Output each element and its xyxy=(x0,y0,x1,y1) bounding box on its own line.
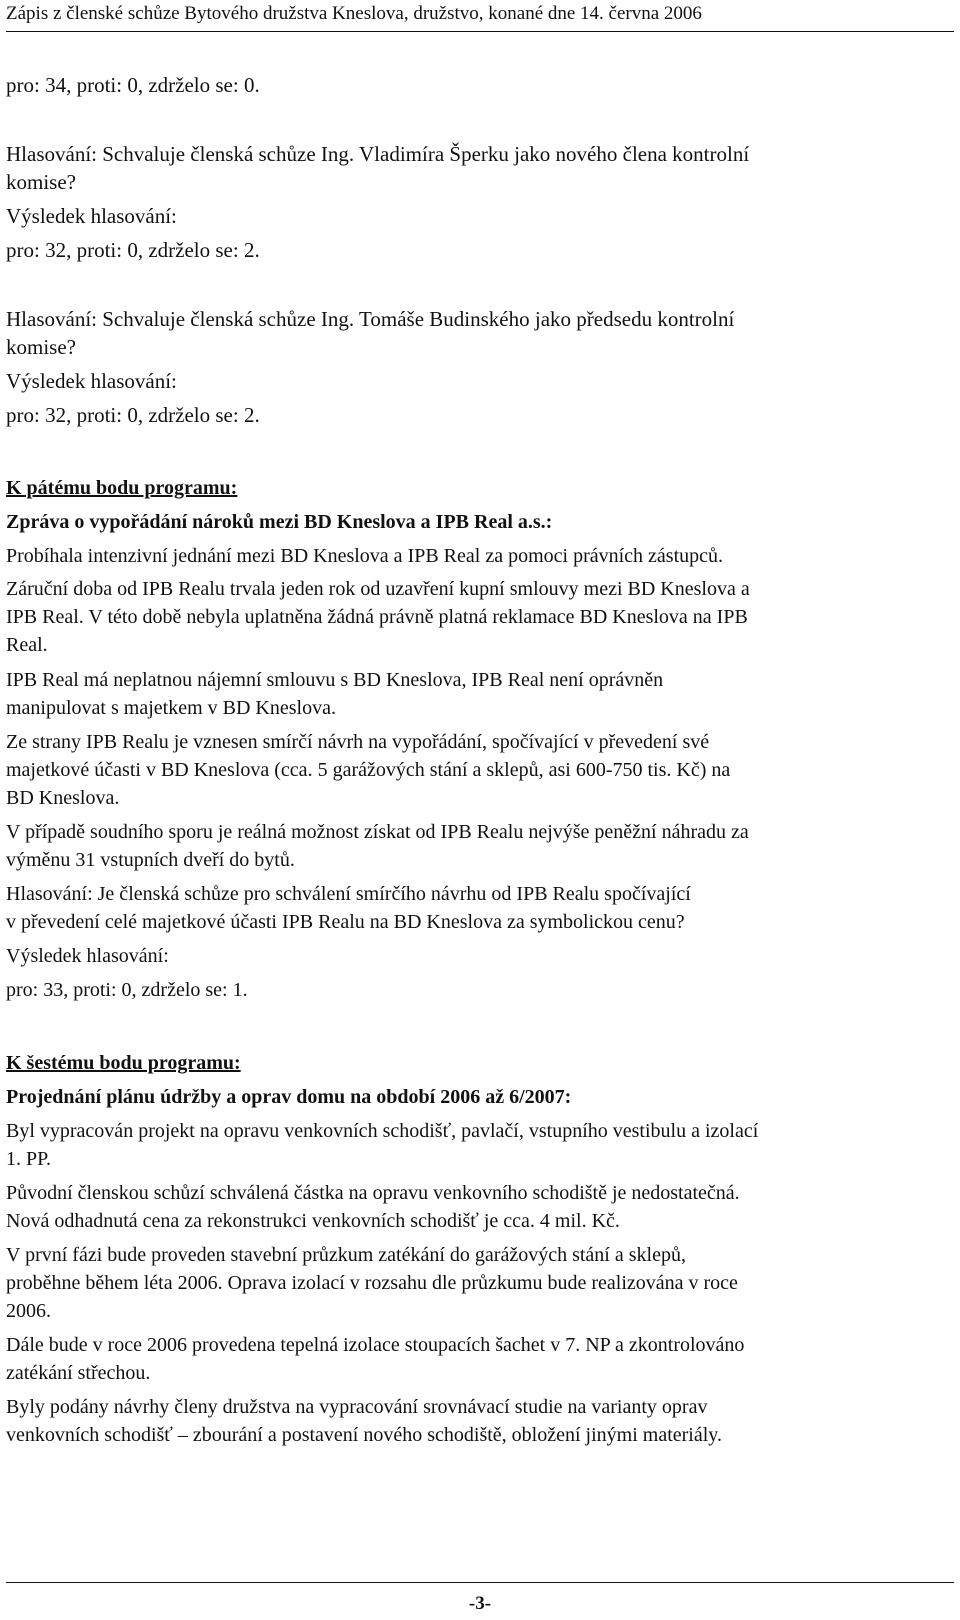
vote-question-line: Hlasování: Schvaluje členská schůze Ing. Vladimíra Šperku jako nového člena kontrolní xyxy=(6,142,750,166)
vote-result-label: Výsledek hlasování: xyxy=(6,945,169,967)
vote-question-line: komise? xyxy=(6,170,76,194)
vote-result-label: Výsledek hlasování: xyxy=(6,369,177,393)
paragraph-line: proběhne během léta 2006. Oprava izolací v rozsahu dle průzkumu bude realizována v roce xyxy=(6,1272,738,1294)
paragraph-line: Byl vypracován projekt na opravu venkovních schodišť, pavlačí, vstupního vestibulu a izolací xyxy=(6,1120,759,1142)
page-header: Zápis z členské schůze Bytového družstva Kneslova, družstvo, konané dne 14. června 2006 xyxy=(6,3,702,24)
section-subheading: Zpráva o vypořádání nároků mezi BD Kneslova a IPB Real a.s.: xyxy=(6,511,553,533)
section-subheading: Projednání plánu údržby a oprav domu na období 2006 až 6/2007: xyxy=(6,1086,572,1108)
vote-question-line: komise? xyxy=(6,335,76,359)
paragraph-line: Nová odhadnutá cena za rekonstrukci venkovních schodišť je cca. 4 mil. Kč. xyxy=(6,1210,620,1232)
paragraph-line: 1. PP. xyxy=(6,1148,52,1170)
paragraph-line: venkovních schodišť – zbourání a postavení nového schodiště, obložení jinými materiály. xyxy=(6,1424,722,1446)
paragraph-line: zatékání střechou. xyxy=(6,1362,151,1384)
section-heading-sixth: K šestému bodu programu: xyxy=(6,1052,241,1074)
vote-result-line: pro: 33, proti: 0, zdrželo se: 1. xyxy=(6,979,248,1001)
paragraph-line: Probíhala intenzivní jednání mezi BD Kneslova a IPB Real za pomoci právních zástupců. xyxy=(6,545,724,567)
paragraph-line: Původní členskou schůzí schválená částka na opravu venkovního schodiště je nedostatečná. xyxy=(6,1182,740,1204)
paragraph-line: 2006. xyxy=(6,1300,51,1322)
paragraph-line: IPB Real. V této době nebyla uplatněna žádná právně platná reklamace BD Kneslova na IPB xyxy=(6,606,748,628)
header-divider xyxy=(6,31,954,32)
paragraph-line: majetkové účasti v BD Kneslova (cca. 5 garážových stání a sklepů, asi 600-750 tis. Kč) na xyxy=(6,759,731,781)
paragraph-line: Dále bude v roce 2006 provedena tepelná izolace stoupacích šachet v 7. NP a zkontrolováno xyxy=(6,1334,745,1356)
paragraph-line: Real. xyxy=(6,634,48,656)
paragraph-line: výměnu 31 vstupních dveří do bytů. xyxy=(6,849,295,871)
vote-result-line: pro: 32, proti: 0, zdrželo se: 2. xyxy=(6,403,260,427)
vote-question-line: Hlasování: Schvaluje členská schůze Ing. Tomáše Budinského jako předsedu kontrolní xyxy=(6,307,735,331)
footer-divider xyxy=(6,1582,954,1583)
paragraph-line: Ze strany IPB Realu je vznesen smírčí návrh na vypořádání, spočívající v převedení své xyxy=(6,731,710,753)
paragraph-line: V případě soudního sporu je reálná možnost získat od IPB Realu nejvýše peněžní náhradu za xyxy=(6,821,749,843)
paragraph-line: BD Kneslova. xyxy=(6,787,120,809)
vote-result-line: pro: 32, proti: 0, zdrželo se: 2. xyxy=(6,238,260,262)
paragraph-line: Záruční doba od IPB Realu trvala jeden rok od uzavření kupní smlouvy mezi BD Kneslova a xyxy=(6,578,750,600)
vote-result-line: pro: 34, proti: 0, zdrželo se: 0. xyxy=(6,73,260,97)
paragraph-line: manipulovat s majetkem v BD Kneslova. xyxy=(6,697,336,719)
paragraph-line: V první fázi bude proveden stavební průzkum zatékání do garážových stání a sklepů, xyxy=(6,1244,686,1266)
vote-result-label: Výsledek hlasování: xyxy=(6,204,177,228)
paragraph-line: IPB Real má neplatnou nájemní smlouvu s BD Kneslova, IPB Real není oprávněn xyxy=(6,669,664,691)
vote-question-line: v převedení celé majetkové účasti IPB Realu na BD Kneslova za symbolickou cenu? xyxy=(6,911,685,933)
vote-question-line: Hlasování: Je členská schůze pro schválení smírčího návrhu od IPB Realu spočívající xyxy=(6,883,691,905)
section-heading-fifth: K pátému bodu programu: xyxy=(6,477,238,499)
page-number: -3- xyxy=(468,1593,492,1614)
paragraph-line: Byly podány návrhy členy družstva na vypracování srovnávací studie na varianty oprav xyxy=(6,1396,708,1418)
